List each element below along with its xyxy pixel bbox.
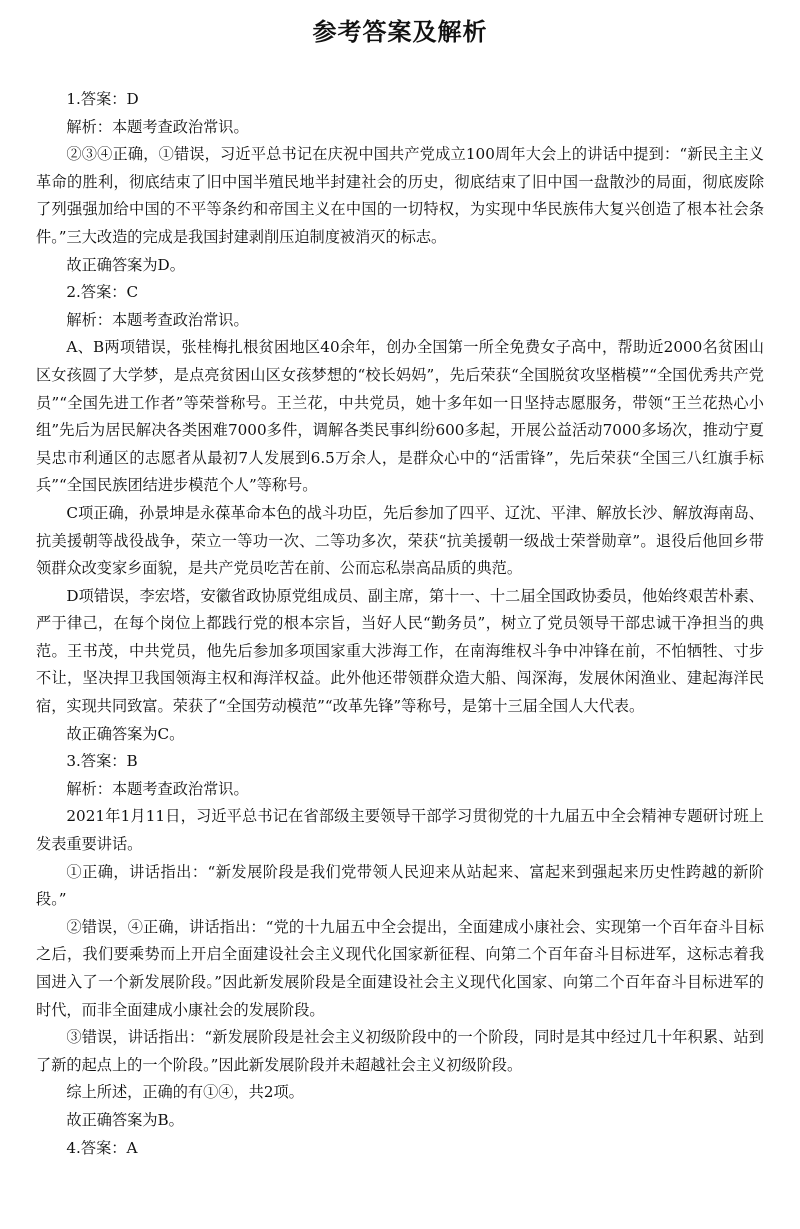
answer-3-item-1: ①正确，讲话指出：“新发展阶段是我们党带领人民迎来从站起来、富起来到强起来历史性跨越的新阶段。”	[36, 862, 764, 909]
answer-3-item-2-4: ②错误，④正确，讲话指出：“党的十九届五中全会提出，全面建成小康社会、实现第一个百年奋斗目标之后，我们要乘势而上开启全面建设社会主义现代化国家新征程、向第二个百年奋斗目标进军，这标志着我国进入了一个新发展阶段。”因此新发展阶段是全面建设社会主义现代化国家、向第二个百年奋斗目标进军的时代，而非全面建成小康社会的发展阶段。	[36, 917, 764, 1019]
answer-2-option-d: D项错误，李宏塔，安徽省政协原党组成员、副主席，第十一、十二届全国政协委员，他始终艰苦朴素、严于律己，在每个岗位上都践行党的根本宗旨，当好人民“勤务员”，树立了党员领导干部忠诚干净担当的典范。王书茂，中共党员，他先后参加多项国家重大涉海工作，在南海维权斗争中冲锋在前，不怕牺牲、寸步不让，坚决捍卫我国领海主权和海洋权益。此外他还带领群众造大船、闯深海，发展休闲渔业、建起海洋民宿，实现共同致富。荣获了“全国劳动模范”“改革先锋”等称号，是第十三届全国人大代表。	[36, 586, 764, 716]
answer-4-heading: 4.答案：A	[66, 1138, 138, 1157]
answer-3-heading: 3.答案：B	[66, 752, 138, 771]
answer-1-explanation: ②③④正确，①错误，习近平总书记在庆祝中国共产党成立100周年大会上的讲话中提到：“新民主主义革命的胜利，彻底结束了旧中国半殖民地半封建社会的历史，彻底结束了旧中国一盘散沙的局面，彻底废除了列强强加给中国的不平等条约和帝国主义在中国的一切特权，为实现中华民族伟大复兴创造了根本社会条件。”三大改造的完成是我国封建剥削压迫制度被消灭的标志。	[36, 145, 764, 246]
answer-1-analysis-label: 解析：本题考查政治常识。	[66, 117, 249, 136]
answer-2-heading: 2.答案：C	[66, 283, 139, 302]
answer-2-analysis-label: 解析：本题考查政治常识。	[66, 310, 249, 329]
answer-1-heading: 1.答案：D	[66, 90, 139, 108]
answer-3-analysis-label: 解析：本题考查政治常识。	[66, 779, 249, 798]
answer-3-background: 2021年1月11日，习近平总书记在省部级主要领导干部学习贯彻党的十九届五中全会精神专题研讨班上发表重要讲话。	[36, 807, 764, 854]
answer-3-item-3: ③错误，讲话指出：“新发展阶段是社会主义初级阶段中的一个阶段，同时是其中经过几十年积累、站到了新的起点上的一个阶段。”因此新发展阶段并未超越社会主义初级阶段。	[36, 1028, 764, 1074]
answer-2-conclusion: 故正确答案为C。	[66, 724, 185, 743]
answer-2-option-c: C项正确，孙景坤是永葆革命本色的战斗功臣，先后参加了四平、辽沈、平津、解放长沙、解放海南岛、抗美援朝等战役战争，荣立一等功一次、二等功多次，荣获“抗美援朝一级战士荣誉勋章”。退役后他回乡带领群众改变家乡面貌，是共产党员吃苦在前、公而忘私崇高品质的典范。	[36, 503, 764, 578]
answer-3-summary: 综上所述，正确的有①④，共2项。	[66, 1083, 304, 1102]
page-title: 参考答案及解析	[312, 18, 488, 46]
answer-3-conclusion: 故正确答案为B。	[66, 1110, 184, 1129]
answer-content	[36, 86, 764, 1162]
answer-2-option-ab: A、B两项错误，张桂梅扎根贫困地区40余年，创办全国第一所全免费女子高中，帮助近2000名贫困山区女孩圆了大学梦，是点亮贫困山区女孩梦想的“校长妈妈”，先后荣获“全国脱贫攻坚楷模”“全国优秀共产党员”“全国先进工作者”等荣誉称号。王兰花，中共党员，她十多年如一日坚持志愿服务，带领“王兰花热心小组”先后为居民解决各类困难7000多件，调解各类民事纠纷600多起，开展公益活动7000多场次，推动宁夏吴忠市利通区的志愿者从最初7人发展到6.5万余人，是群众心中的“活雷锋”，先后荣获“全国三八红旗手标兵”“全国民族团结进步模范个人”等称号。	[36, 338, 764, 495]
answer-1-conclusion: 故正确答案为D。	[66, 255, 185, 274]
